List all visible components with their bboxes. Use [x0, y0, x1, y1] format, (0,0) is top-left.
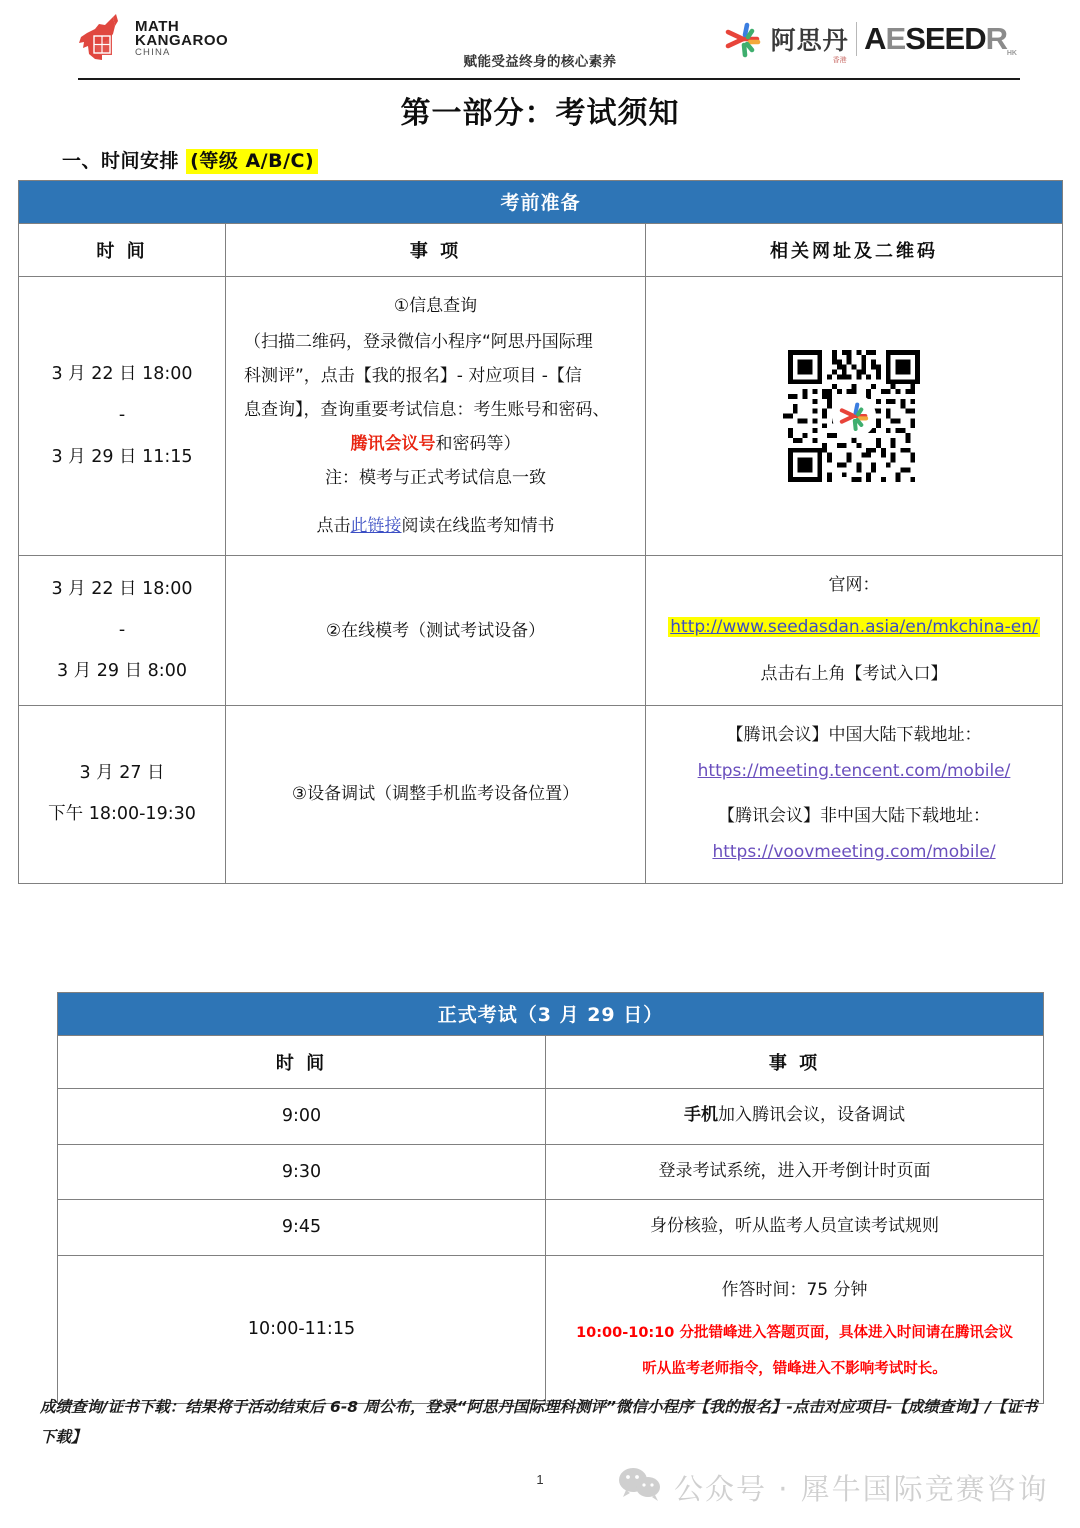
row1-item-title: ①信息查询: [393, 296, 478, 316]
official-exam-banner: 正式考试（3 月 29 日）: [58, 993, 1044, 1036]
row2-link-cell: [646, 556, 1063, 706]
voov-meeting-overseas-link[interactable]: https://voovmeeting.com/mobile/: [712, 842, 996, 863]
header-slogan: 赋能受益终身的核心素养: [463, 54, 617, 69]
aseeder-letters-seed: SEED: [905, 21, 986, 56]
exam-column-header-item: 事 项: [546, 1036, 1044, 1089]
section-heading-label: 一、时间安排: [62, 150, 180, 172]
aseeder-english-name: [864, 21, 1015, 57]
exam-row2-time: 9:30: [58, 1144, 546, 1200]
row1-item-link-line: [244, 509, 627, 543]
watermark-text: 公众号 · 犀牛国际竞赛咨询: [674, 1472, 1049, 1506]
proctoring-consent-link[interactable]: 此链接: [350, 516, 402, 536]
row1-item-line3: 息查询】，查询重要考试信息：考生账号和密码、: [244, 400, 610, 420]
exam-row1-item-rest: 加入腾讯会议，设备调试: [718, 1105, 905, 1126]
row3-time-cell: [19, 706, 226, 884]
logo-line-kangaroo: KANGAROO: [135, 32, 229, 50]
table-banner-row: [58, 993, 1044, 1036]
tencent-overseas-label: 【腾讯会议】非中国大陆下载地址：: [718, 806, 990, 827]
table-header-row: [58, 1036, 1044, 1089]
aseeder-chinese-name: [770, 21, 849, 64]
table-row: [58, 1255, 1044, 1403]
column-header-time: 时 间: [19, 224, 226, 277]
row1-time-end: 3 月 29 日 11:15: [51, 446, 193, 467]
logo-line-china: CHINA: [135, 46, 171, 58]
aseeder-letter-r: R: [985, 21, 1007, 56]
tencent-meeting-emphasis: 腾讯会议号: [350, 434, 436, 454]
row1-time-cell: [19, 277, 226, 556]
staggered-entry-warning-line1: 10:00-10:10 分批错峰进入答题页面，具体进入时间请在腾讯会议: [576, 1324, 1013, 1341]
aseeder-letter-e1: E: [885, 21, 906, 56]
row1-item-red-line: [244, 427, 627, 461]
row2-time-start: 3 月 22 日 18:00: [51, 578, 193, 599]
exam-column-header-time: 时 间: [58, 1036, 546, 1089]
aseeder-asterisk-icon: [837, 399, 871, 433]
official-exam-schedule-table: [57, 992, 1044, 1404]
table-row: [19, 277, 1063, 556]
row1-item-red-suffix: 和密码等）: [435, 434, 521, 454]
logo-divider: [856, 22, 858, 56]
row1-item-note: 注：模考与正式考试信息一致: [325, 468, 546, 488]
exam-row3-time: 9:45: [58, 1200, 546, 1256]
qr-code-wrapper: [646, 325, 1062, 507]
exam-duration-text: 作答时间：75 分钟: [721, 1279, 868, 1300]
staggered-entry-warning-line2: 听从监考老师指令，错峰进入不影响考试时长。: [642, 1361, 947, 1378]
math-kangaroo-wordmark: [135, 20, 228, 57]
exam-row4-item: [546, 1255, 1044, 1403]
row3-link-cell: [646, 706, 1063, 884]
row3-time-range: 下午 18:00-19:30: [48, 804, 196, 825]
math-kangaroo-logo: [75, 13, 228, 65]
section-heading: [62, 146, 1080, 173]
header-divider-rule: [78, 78, 1020, 80]
aseeder-logo: [722, 18, 1017, 64]
table-banner-row: [19, 181, 1063, 224]
exam-row1-item: [546, 1089, 1044, 1145]
row1-link-suffix: 阅读在线监考知情书: [401, 516, 555, 536]
exam-row2-item: 登录考试系统，进入开考倒计时页面: [546, 1144, 1044, 1200]
kangaroo-icon: [75, 13, 129, 65]
aseeder-hk-label: HK: [1006, 50, 1017, 57]
row1-item-line2: 科测评”，点击【我的报名】- 对应项目 -【信: [244, 366, 582, 386]
row3-item-cell: ③设备调试（调整手机监考设备位置）: [226, 706, 646, 884]
row1-qr-cell: [646, 277, 1063, 556]
official-site-label: 官网：: [828, 575, 880, 595]
row2-time-cell: [19, 556, 226, 706]
exam-row1-time: 9:00: [58, 1089, 546, 1145]
row2-item-cell: ②在线模考（测试考试设备）: [226, 556, 646, 706]
row2-time-dash: -: [118, 619, 126, 640]
exam-row1-item-bold: 手机: [684, 1105, 718, 1126]
exam-row4-time: 10:00-11:15: [58, 1255, 546, 1403]
table-header-row: [19, 224, 1063, 277]
aseeder-chinese-text: 阿思丹: [770, 26, 849, 55]
exam-row3-item: 身份核验，听从监考人员宣读考试规则: [546, 1200, 1044, 1256]
aseeder-asterisk-icon: [722, 18, 764, 60]
row1-link-prefix: 点击: [316, 516, 351, 536]
column-header-links: 相关网址及二维码: [646, 224, 1063, 277]
row1-item-line1: （扫描二维码，登录微信小程序“阿思丹国际理: [244, 332, 593, 352]
logo-line-math: MATH: [135, 18, 180, 36]
section-heading-highlight: (等级 A/B/C): [186, 149, 318, 174]
table-row: [19, 706, 1063, 884]
row3-time-date: 3 月 27 日: [79, 763, 165, 784]
page-title: 第一部分：考试须知: [400, 96, 680, 131]
pre-exam-banner: 考前准备: [19, 181, 1063, 224]
results-and-certificate-note: 成绩查询/证书下载：结果将于活动结束后 6-8 周公布，登录“阿思丹国际理科测评”微信小程序【我的报名】-点击对应项目-【成绩查询】/【证书下载】: [40, 1398, 1038, 1447]
page-number: 1: [536, 1472, 544, 1487]
aseeder-chinese-sub: 香港: [832, 56, 847, 64]
aseeder-letter-a: A: [864, 21, 886, 56]
row1-item-cell: [226, 277, 646, 556]
table-row: [58, 1200, 1044, 1256]
table-row: [19, 556, 1063, 706]
wechat-icon: [618, 1466, 662, 1509]
table-row: [58, 1144, 1044, 1200]
pre-exam-preparation-table: [18, 180, 1063, 884]
wechat-watermark: [618, 1466, 1049, 1509]
tencent-meeting-mainland-link[interactable]: https://meeting.tencent.com/mobile/: [697, 760, 1011, 781]
exam-entrance-hint: 点击右上角【考试入口】: [760, 664, 948, 685]
tencent-mainland-label: 【腾讯会议】中国大陆下载地址：: [726, 725, 982, 746]
wechat-miniprogram-qr-code[interactable]: [777, 339, 931, 493]
page-header: [0, 0, 1080, 78]
column-header-item: 事 项: [226, 224, 646, 277]
row1-time-dash: -: [118, 405, 126, 426]
row1-time-start: 3 月 22 日 18:00: [51, 364, 193, 385]
official-website-link[interactable]: http://www.seedasdan.asia/en/mkchina-en/: [670, 616, 1038, 637]
row2-time-end: 3 月 29 日 8:00: [57, 661, 187, 682]
table-row: [58, 1089, 1044, 1145]
qr-center-logo: [832, 394, 876, 438]
